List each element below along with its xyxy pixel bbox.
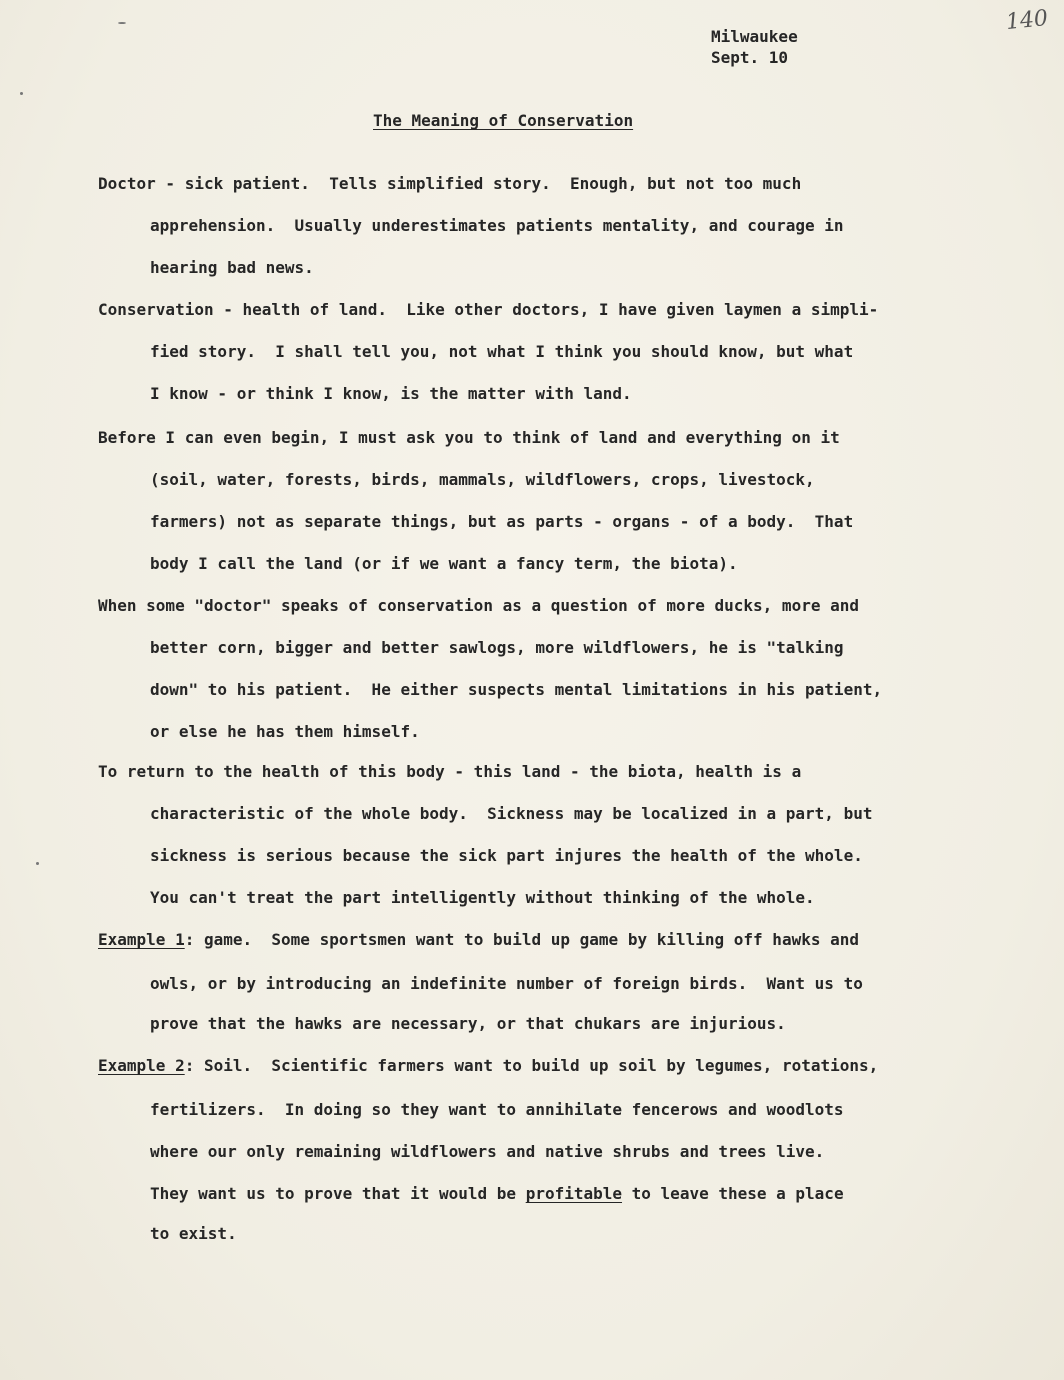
- text-line: Doctor - sick patient. Tells simplified story. Enough, but not too much: [98, 174, 802, 193]
- text-line: apprehension. Usually underestimates patients mentality, and courage in: [150, 216, 844, 235]
- text-line: or else he has them himself.: [150, 722, 420, 741]
- emphasized-word: profitable: [525, 1184, 623, 1203]
- paper-speck: [36, 862, 39, 865]
- text-line: where our only remaining wildflowers and native shrubs and trees live.: [150, 1142, 825, 1161]
- example-lead-text: : game. Some sportsmen want to build up game by killing off hawks and: [184, 930, 859, 949]
- text-fragment: They want us to prove that it would be: [150, 1184, 526, 1203]
- text-line: I know - or think I know, is the matter with land.: [150, 384, 632, 403]
- example-lead-text: : Soil. Scientific farmers want to build up soil by legumes, rotations,: [184, 1056, 879, 1075]
- page-number: 140: [1004, 5, 1050, 36]
- text-line: [150, 1183, 844, 1205]
- text-line: to exist.: [150, 1224, 237, 1243]
- example-label: Example 2: [98, 1056, 185, 1075]
- dateline-date: Sept. 10: [711, 48, 789, 67]
- text-line: sickness is serious because the sick part injures the health of the whole.: [150, 846, 863, 865]
- text-line: [98, 1055, 878, 1077]
- document-title: The Meaning of Conservation: [373, 111, 634, 130]
- text-fragment: to leave these a place: [622, 1184, 844, 1203]
- text-line: You can't treat the part intelligently without thinking of the whole.: [150, 888, 815, 907]
- dateline: [711, 26, 798, 68]
- text-line: characteristic of the whole body. Sickness may be localized in a part, but: [150, 804, 873, 823]
- example-label: Example 1: [98, 930, 185, 949]
- text-line: [98, 929, 859, 951]
- text-line: fertilizers. In doing so they want to annihilate fencerows and woodlots: [150, 1100, 844, 1119]
- text-line: hearing bad news.: [150, 258, 314, 277]
- text-line: down" to his patient. He either suspects mental limitations in his patient,: [150, 680, 883, 699]
- text-line: fied story. I shall tell you, not what I think you should know, but what: [150, 342, 854, 361]
- text-line: farmers) not as separate things, but as parts - organs - of a body. That: [150, 512, 854, 531]
- dateline-city: Milwaukee: [711, 27, 798, 46]
- text-line: better corn, bigger and better sawlogs, more wildflowers, he is "talking: [150, 638, 844, 657]
- text-line: owls, or by introducing an indefinite number of foreign birds. Want us to: [150, 974, 863, 993]
- text-line: Conservation - health of land. Like other doctors, I have given laymen a simpli-: [98, 300, 879, 319]
- text-line: prove that the hawks are necessary, or that chukars are injurious.: [150, 1014, 786, 1033]
- text-line: Before I can even begin, I must ask you to think of land and everything on it: [98, 428, 840, 447]
- text-line: body I call the land (or if we want a fancy term, the biota).: [150, 554, 738, 573]
- paper-speck: [118, 22, 126, 24]
- text-line: (soil, water, forests, birds, mammals, wildflowers, crops, livestock,: [150, 470, 815, 489]
- text-line: When some "doctor" speaks of conservation as a question of more ducks, more and: [98, 596, 859, 615]
- paper-speck: [20, 92, 23, 95]
- text-line: To return to the health of this body - this land - the biota, health is a: [98, 762, 802, 781]
